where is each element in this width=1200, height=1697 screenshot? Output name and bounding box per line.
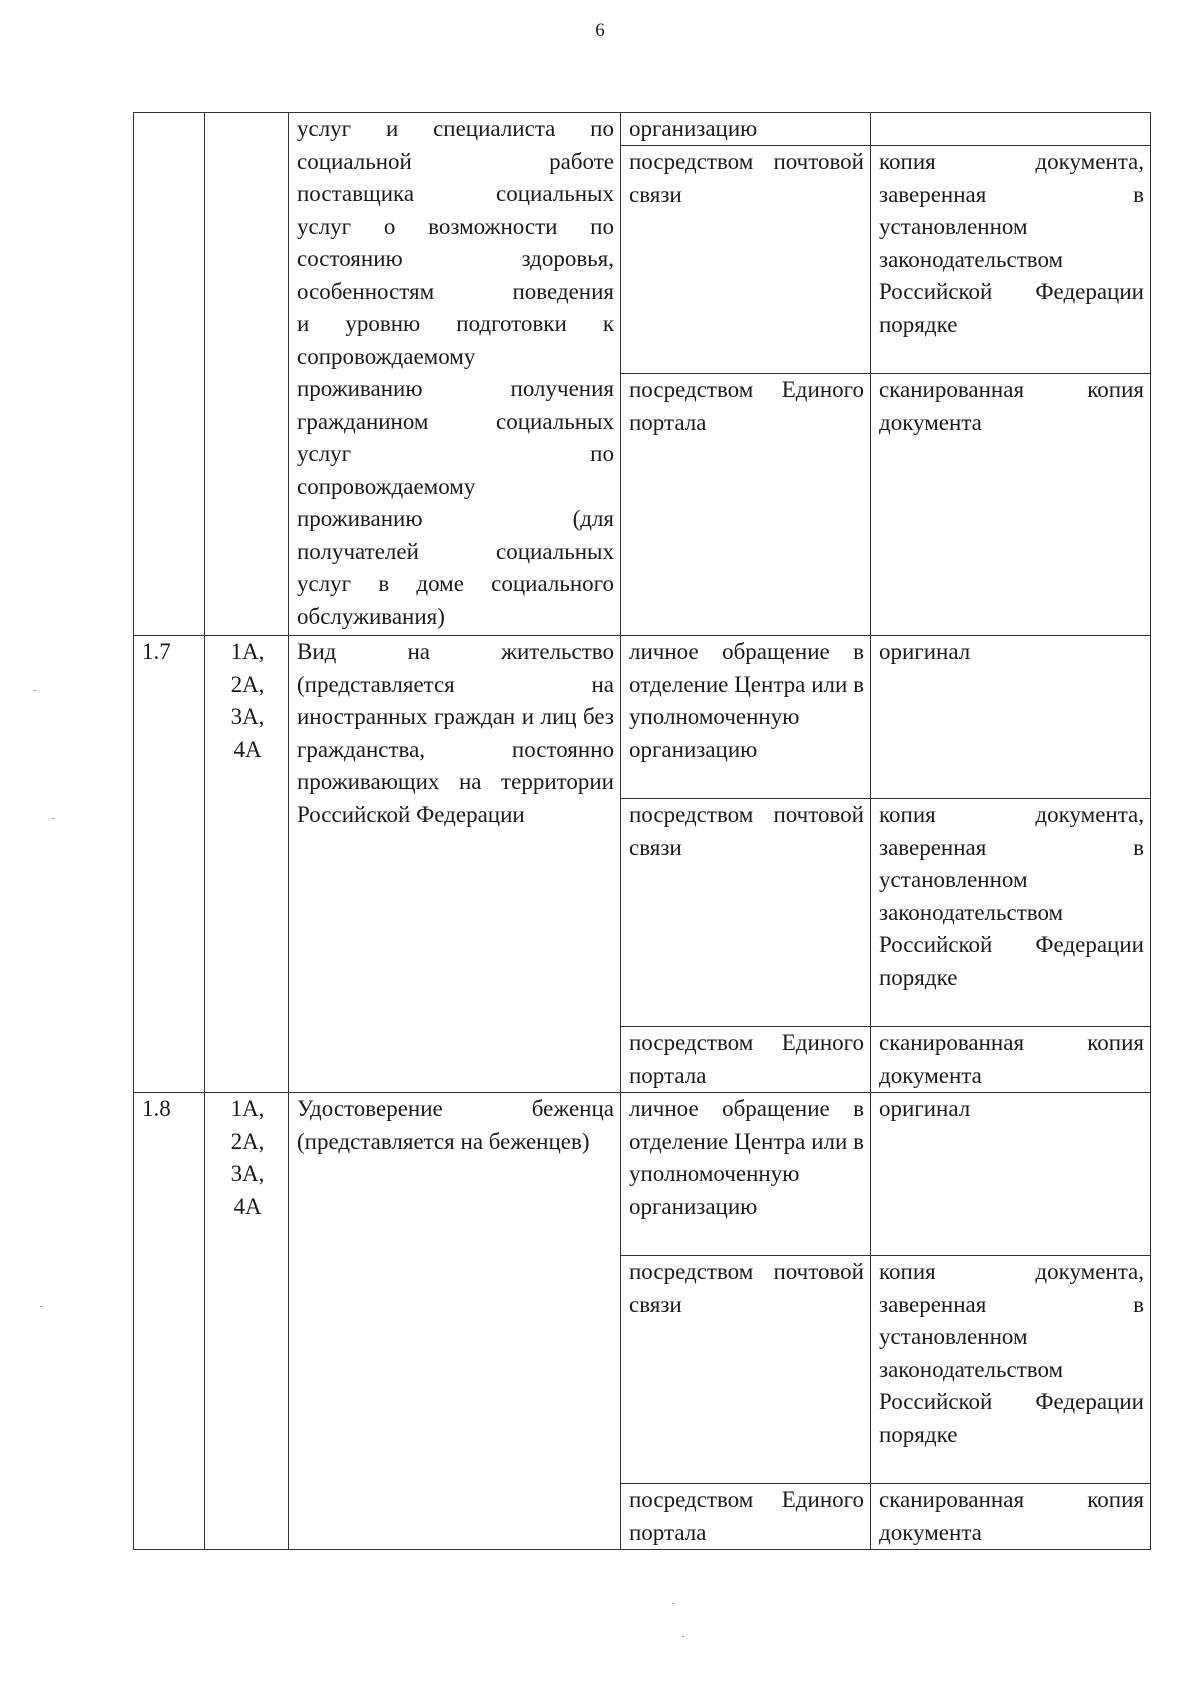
form-text: оригинал bbox=[879, 639, 971, 664]
form-text: сканированная копия документа bbox=[879, 1487, 1144, 1545]
category-line: 3А, bbox=[230, 704, 265, 729]
document-description-cell: Удостоверение беженца (представляется на беженцев) bbox=[289, 1093, 621, 1550]
documents-table bbox=[133, 112, 1151, 1550]
submission-method-cell bbox=[621, 636, 871, 799]
form-text bbox=[879, 113, 1144, 145]
method-text: посредством Единого портала bbox=[629, 1030, 864, 1088]
method-text: организацию bbox=[629, 116, 758, 141]
document-form-cell bbox=[871, 799, 1151, 1027]
desc-line: услуг в доме социального bbox=[297, 571, 614, 596]
desc-line: проживанию (для bbox=[297, 506, 614, 531]
submission-method-cell bbox=[621, 113, 871, 146]
document-description-cell: Вид на жительство (представляется на иностранных граждан и лиц без гражданства, постоянно проживающих на территории Российской Федерации bbox=[289, 636, 621, 1093]
category-cell bbox=[205, 636, 289, 1093]
row-number-cell: 1.8 bbox=[134, 1093, 205, 1550]
submission-method-cell bbox=[621, 1256, 871, 1484]
submission-method-cell bbox=[621, 1027, 871, 1093]
row-number-cell bbox=[134, 113, 205, 636]
scan-speck bbox=[52, 818, 54, 819]
desc-line: сопровождаемому bbox=[297, 473, 476, 499]
desc-line: состоянию здоровья, bbox=[297, 246, 614, 271]
document-form-cell bbox=[871, 113, 1151, 146]
scan-speck bbox=[34, 690, 36, 691]
page-number: 6 bbox=[595, 20, 605, 41]
document-form-cell bbox=[871, 374, 1151, 636]
method-text: личное обращение в отделение Центра или в уполномоченную организацию bbox=[629, 1096, 864, 1219]
submission-method-cell bbox=[621, 1484, 871, 1550]
form-text: копия документа, заверенная в установленном законодательством Российской Федерации порядке bbox=[879, 1259, 1144, 1447]
category-cell bbox=[205, 113, 289, 636]
category-line: 2А, bbox=[230, 1128, 265, 1154]
method-text: посредством Единого портала bbox=[629, 1487, 864, 1545]
desc-line: услуг о возможности по bbox=[297, 213, 614, 239]
category-cell bbox=[205, 1093, 289, 1550]
document-form-cell bbox=[871, 1484, 1151, 1550]
table-row bbox=[134, 113, 1151, 146]
submission-method-cell bbox=[621, 146, 871, 374]
scan-speck bbox=[682, 1636, 684, 1637]
category-line: 1А, bbox=[230, 1096, 265, 1121]
document-form-cell bbox=[871, 1093, 1151, 1256]
form-text: сканированная копия документа bbox=[879, 377, 1144, 435]
desc-line: гражданином социальных bbox=[297, 408, 614, 434]
scan-speck bbox=[672, 1603, 674, 1604]
scan-speck bbox=[40, 1306, 42, 1307]
row-number-cell: 1.7 bbox=[134, 636, 205, 1093]
desc-line: услуг по bbox=[297, 441, 614, 466]
document-form-cell bbox=[871, 1256, 1151, 1484]
category-line: 2А, bbox=[230, 671, 265, 697]
submission-method-cell bbox=[621, 374, 871, 636]
table-row bbox=[134, 636, 1151, 799]
document-description-cell bbox=[289, 113, 621, 636]
form-text: оригинал bbox=[879, 1096, 971, 1121]
form-text: копия документа, заверенная в установленном законодательством Российской Федерации порядке bbox=[879, 802, 1144, 990]
document-form-cell bbox=[871, 146, 1151, 374]
form-text: копия документа, заверенная в установленном законодательством Российской Федерации порядке bbox=[879, 149, 1144, 337]
table-row bbox=[134, 1093, 1151, 1256]
submission-method-cell bbox=[621, 799, 871, 1027]
desc-line: поставщика социальных bbox=[297, 181, 614, 206]
category-line: 4А bbox=[233, 1193, 262, 1219]
submission-method-cell bbox=[621, 1093, 871, 1256]
method-text: посредством почтовой связи bbox=[629, 802, 864, 860]
desc-line: социальной работе bbox=[297, 148, 614, 174]
desc-line: получателей социальных bbox=[297, 538, 614, 564]
method-text: посредством почтовой связи bbox=[629, 1259, 864, 1317]
method-text: посредством Единого портала bbox=[629, 377, 864, 435]
desc-line: сопровождаемому bbox=[297, 343, 476, 369]
method-text: посредством почтовой связи bbox=[629, 149, 864, 207]
method-text: личное обращение в отделение Центра или в уполномоченную организацию bbox=[629, 639, 864, 762]
category-line: 4А bbox=[233, 736, 262, 762]
desc-line: и уровню подготовки к bbox=[297, 311, 614, 336]
desc-line: проживанию получения bbox=[297, 376, 614, 401]
desc-line: услуг и специалиста по bbox=[297, 116, 614, 141]
form-text: сканированная копия документа bbox=[879, 1030, 1144, 1088]
desc-line: обслуживания) bbox=[297, 603, 445, 629]
category-line: 1А, bbox=[230, 639, 265, 664]
desc-line: особенностям поведения bbox=[297, 278, 614, 304]
document-form-cell bbox=[871, 636, 1151, 799]
document-form-cell bbox=[871, 1027, 1151, 1093]
category-line: 3А, bbox=[230, 1161, 265, 1186]
